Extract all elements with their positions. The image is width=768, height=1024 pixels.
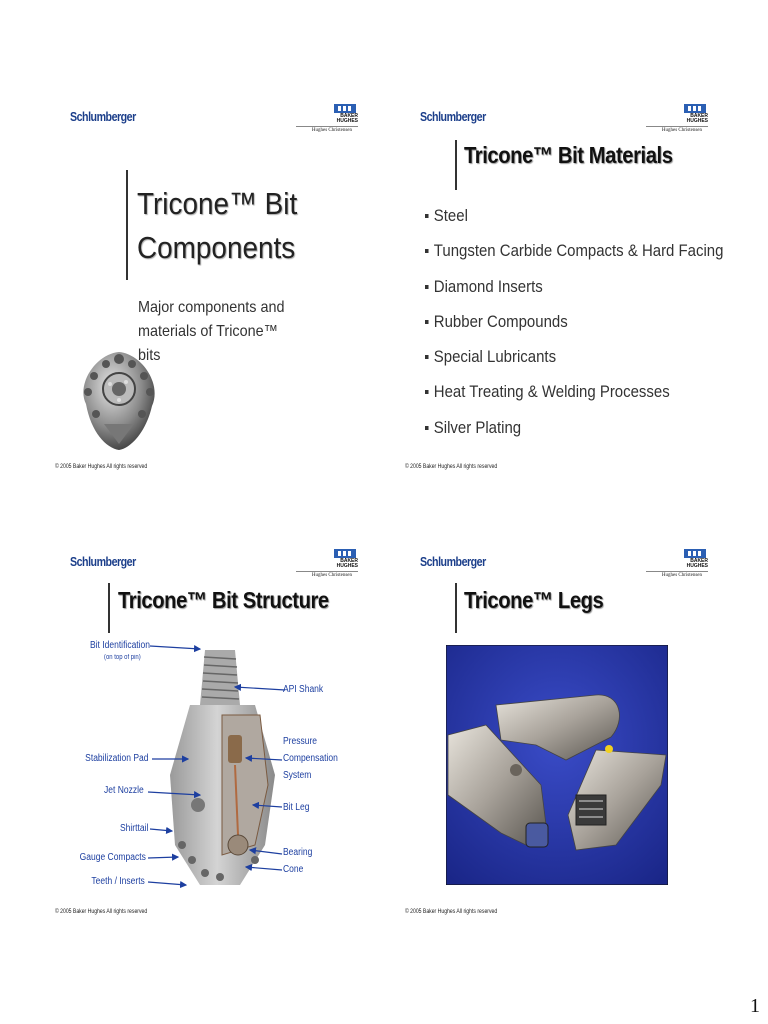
schlumberger-logo: Schlumberger — [420, 554, 486, 569]
list-item: Diamond Inserts — [425, 277, 723, 312]
slide-components — [55, 100, 360, 470]
slide-legs — [405, 545, 710, 915]
list-item: Silver Plating — [425, 418, 723, 453]
schlumberger-logo: Schlumberger — [420, 109, 486, 124]
slide-title: Tricone™ Legs — [464, 587, 604, 613]
label-bearing: Bearing — [283, 847, 313, 858]
slide-title: Tricone™ Bit Materials — [464, 142, 673, 168]
label-teeth-inserts: Teeth / Inserts — [91, 876, 145, 887]
copyright-footer: © 2005 Baker Hughes All rights reserved — [405, 909, 498, 915]
label-api-shank: API Shank — [283, 684, 324, 695]
label-bit-leg: Bit Leg — [283, 802, 310, 813]
baker-hughes-logo: BAKER HUGHES Hughes Christensen — [294, 549, 358, 581]
label-bit-identification-note: (on top of pin) — [104, 654, 141, 661]
label-cone: Cone — [283, 864, 304, 875]
label-gauge-compacts: Gauge Compacts — [79, 852, 146, 863]
materials-list — [425, 206, 764, 453]
copyright-footer: © 2005 Baker Hughes All rights reserved — [405, 464, 498, 470]
label-stabilization-pad: Stabilization Pad — [84, 753, 148, 764]
copyright-footer: © 2005 Baker Hughes All rights reserved — [55, 909, 148, 915]
baker-hughes-logo: BAKER HUGHES Hughes Christensen — [644, 549, 708, 581]
label-bit-identification: Bit Identification — [90, 640, 151, 651]
list-item: Steel — [425, 206, 723, 241]
schlumberger-logo: Schlumberger — [70, 554, 136, 569]
title-divider — [126, 170, 128, 280]
title-divider — [455, 583, 457, 633]
label-jet-nozzle: Jet Nozzle — [104, 785, 144, 796]
list-item: Rubber Compounds — [425, 312, 723, 347]
tricone-legs-photo — [446, 645, 668, 885]
label-pressure-compensation: Pressure Compensation System — [283, 736, 338, 781]
baker-hughes-logo: BAKER HUGHES Hughes Christensen — [294, 104, 358, 136]
list-item: Tungsten Carbide Compacts & Hard Facing — [425, 241, 723, 276]
tricone-bit-image — [76, 344, 162, 454]
slide-structure — [55, 545, 360, 915]
copyright-footer: © 2005 Baker Hughes All rights reserved — [55, 464, 148, 470]
baker-hughes-logo: BAKER HUGHES Hughes Christensen — [644, 104, 708, 136]
slide-materials — [405, 100, 724, 470]
list-item: Special Lubricants — [425, 347, 723, 382]
title-divider — [455, 140, 457, 190]
slide-title: Tricone™ Bit Components — [137, 186, 298, 265]
page-number: 1 — [750, 995, 760, 1017]
list-item: Heat Treating & Welding Processes — [425, 382, 723, 417]
label-shirttail: Shirttail — [119, 823, 148, 834]
schlumberger-logo: Schlumberger — [70, 109, 136, 124]
slide-title: Tricone™ Bit Structure — [118, 587, 329, 613]
slide-subtitle: Major components and materials of Tricone™ bits — [138, 299, 285, 364]
